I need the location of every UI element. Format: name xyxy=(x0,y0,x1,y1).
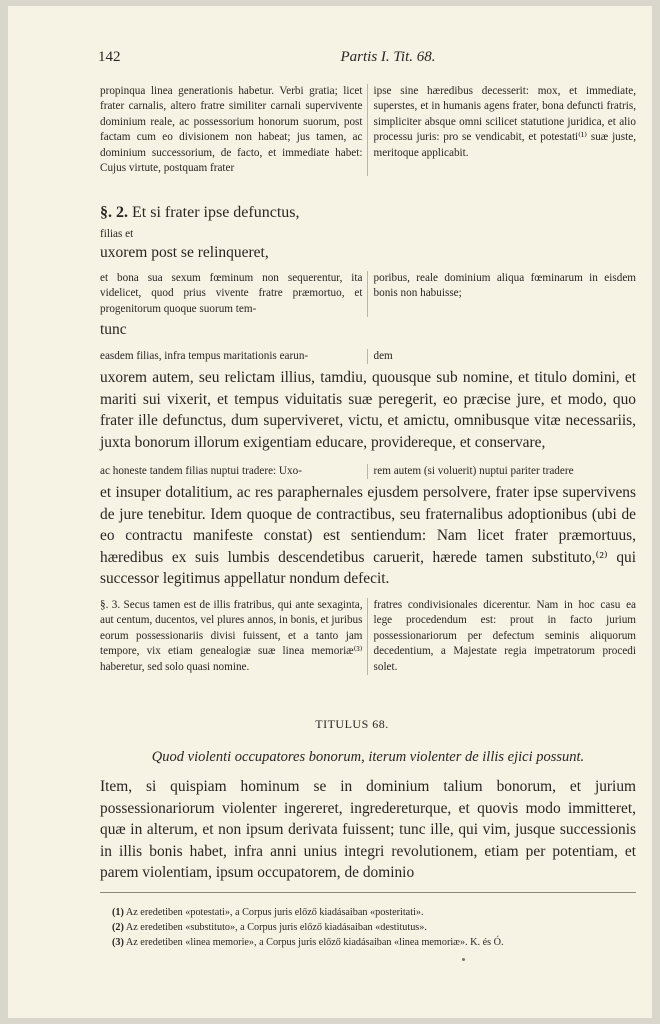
page-number: 142 xyxy=(98,49,121,65)
two-column-block-4 xyxy=(100,464,636,479)
section-2-line3: uxorem post se relinqueret, xyxy=(100,244,269,261)
footnote-mark: (2) xyxy=(112,922,124,933)
two-column-block-3 xyxy=(100,349,636,364)
ink-dot xyxy=(462,958,465,961)
section-text: Et si frater ipse defunctus, xyxy=(132,204,300,221)
titulus-subtitle: Quod violenti occupatores bonorum, iterum violenter de illis ejici possunt. xyxy=(151,749,585,765)
page-header xyxy=(98,49,638,73)
column-right: fratres condivisionales dicerentur. Nam in hoc casu ea lege procedendum est: prout in facto jurium possessionariorum per defectum seminis aliquorum decedentium, a Majestate regia impetratorum procedi solet. xyxy=(373,599,636,673)
footnote-rule xyxy=(100,892,636,893)
footnote-3 xyxy=(112,936,632,949)
two-column-block-1 xyxy=(100,84,636,176)
paragraph-2: et insuper dotalitium, ac res paraphernales ejusdem persolvere, frater ipse supervivens de jure tenebitur. Idem quoque de contractibus, seu fraternalibus adoptionibus (ubi de eo contractu manifeste constat) est sentiendum: Nam licet frater præmortuus, hæredibus ex suis lumbis descendetibus caruerit, hærede tamen substituto,⁽²⁾ qui successor legitimus appellatur nondum defecit. xyxy=(100,484,636,587)
two-column-block-5 xyxy=(100,598,636,675)
footnote-mark: (3) xyxy=(112,937,124,948)
titulus-heading: TITULUS 68. xyxy=(315,717,389,731)
footnote-text: Az eredetiben «linea memorie», a Corpus juris előző kiadásaiban «linea memoriæ». K. és Ó. xyxy=(125,937,504,948)
section-mark: §. 2. xyxy=(100,204,128,221)
running-head: Partis I. Tit. 68. xyxy=(340,49,436,65)
column-right: ipse sine hæredibus decesserit: mox, et immediate, superstes, et in humanis agens frater, bona defuncti fratris, simpliciter absque omni scilicet statutione juridica, et alio processu juris: pro se vendicabit, et potestati⁽¹⁾ suæ juste, meritoque applicabit. xyxy=(373,85,636,159)
column-left: et bona sua sexum fœminum non sequerentur, ita videlicet, quod prius vivente fratre præmortuo, et progenitorum quoque suorum tem- xyxy=(100,271,368,317)
book-page xyxy=(8,6,652,1018)
column-left: propinqua linea generationis habetur. Verbi gratia; licet frater carnalis, altero fratre similiter carnali supervivente dominium reale, ac possessorium honorum suorum, post factam cum eo divisionem non habeat; jus tamen, ac dominium successorium, de facto, et immediate habet: Cujus virtute, postquam frater xyxy=(100,84,368,176)
column-left: ac honeste tandem filias nuptui tradere: Uxo- xyxy=(100,464,368,479)
paragraph-1: uxorem autem, seu relictam illius, tamdiu, quousque sub nomine, et titulo domini, et mariti sui vixerit, et tempus viduitatis suæ peregerit, eo præcise jure, et modo, quo frater ille defunctus, dum superviveret, victu, et amictu, omnibusque vitæ necessariis, juxta bonorum illorum exigentiam educare, providereque, et conservare, xyxy=(100,369,636,451)
footnote-text: Az eredetiben «substituto», a Corpus juris előző kiadásaiban «destitutus». xyxy=(125,922,427,933)
tunc-line: tunc xyxy=(100,321,127,338)
column-right: poribus, reale dominium aliqua fœminarum in eisdem bonis non habuisse; xyxy=(373,272,636,300)
section-2-heading xyxy=(100,203,300,223)
footnote-text: Az eredetiben «potestati», a Corpus juris előző kiadásaiban «posteritati». xyxy=(125,907,424,918)
section-2-line2: filias et xyxy=(100,228,134,240)
column-right: rem autem (si voluerit) nuptui pariter tradere xyxy=(373,465,574,477)
titulus-paragraph: Item, si quispiam hominum se in dominium talium bonorum, et jurium possessionariorum violenter ingereret, ingredereturque, et quovis modo immitteret, quæ in alterum, et non ipsum derivata fuissent; tunc ille, qui vim, jusque successionis in illis bonis habet, infra anni unius integri revolutionem, etiam per potentiam, et parem violentiam, ipsum occupatorem, de dominio xyxy=(100,778,636,881)
column-left: easdem filias, infra tempus maritationis earun- xyxy=(100,349,368,364)
two-column-block-2 xyxy=(100,271,636,317)
column-right: dem xyxy=(373,350,393,362)
column-left: §. 3. Secus tamen est de illis fratribus, qui ante sexaginta, aut centum, ducentos, vel plures annos, in bonis, et juribus eorum possessionariis divisi fuissent, et a tanto jam tempore, vix etiam genealogiæ suæ linea memoriæ⁽³⁾ haberetur, sed solo quasi nomine. xyxy=(100,598,368,675)
footnote-2 xyxy=(112,921,632,934)
footnote-1 xyxy=(112,906,632,919)
footnote-mark: (1) xyxy=(112,907,124,918)
